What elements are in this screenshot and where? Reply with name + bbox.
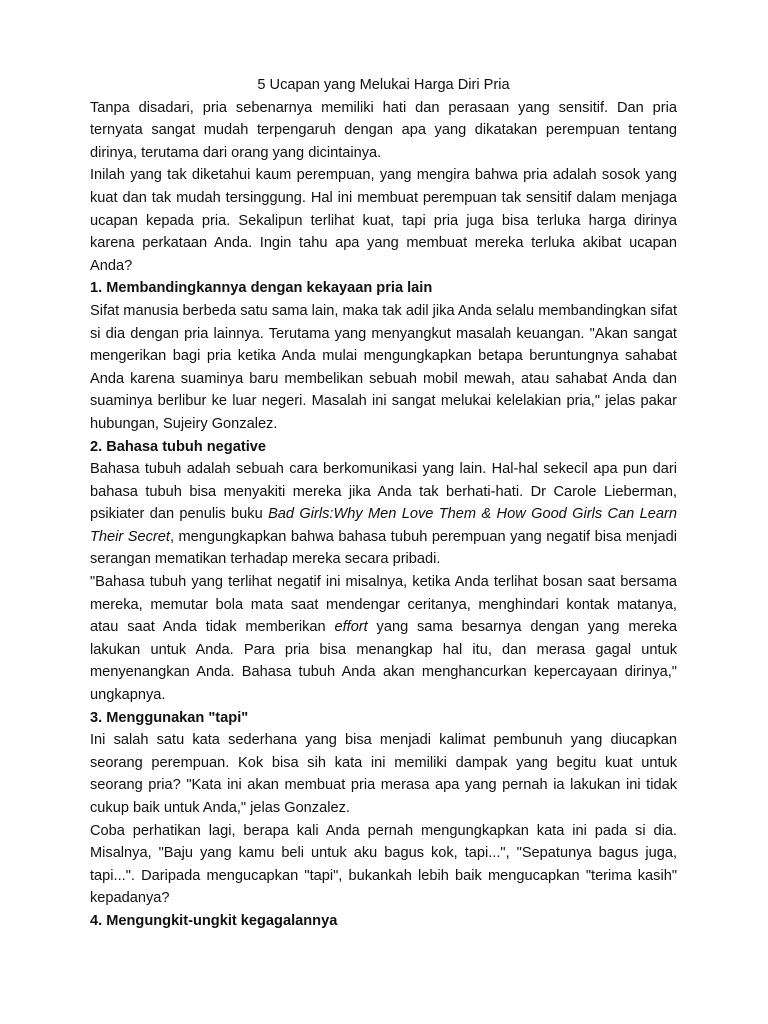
book-title: Bad Girls:Why Men Love Them & How Good Girls Can Learn Their Secret	[90, 506, 677, 545]
section-2-p1-text-b: , mengungkapkan bahwa bahasa tubuh perempuan yang negatif bisa menjadi serangan mematikan terhadap mereka secara pribadi.	[90, 528, 677, 568]
section-2-heading: 2. Bahasa tubuh negative	[90, 438, 266, 455]
section-2-paragraph-1	[90, 458, 677, 571]
intro-paragraph-1: Tanpa disadari, pria sebenarnya memiliki hati dan perasaan yang sensitif. Dan pria ternyata sangat mudah terpengaruh dengan apa yang dikatakan perempuan tentang dirinya, terutama dari orang yang dicintainya.	[90, 99, 677, 161]
section-3-paragraph-2: Coba perhatikan lagi, berapa kali Anda pernah mengungkapkan kata ini pada si dia. Misalnya, "Baju yang kamu beli untuk aku bagus kok, tapi...", "Sepatunya bagus juga, tapi...". Daripada mengucapkan "tapi", bukankah lebih baik mengucapkan "terima kasih" kepadanya?	[90, 822, 677, 907]
document-title: 5 Ucapan yang Melukai Harga Diri Pria	[257, 77, 510, 93]
section-4-heading: 4. Mengungkit-ungkit kegagalannya	[90, 912, 338, 929]
section-2-p2-text-a: "Bahasa tubuh yang terlihat negatif ini misalnya, ketika Anda terlihat bosan saat bersama mereka, memutar bola mata saat mendengar ceritanya, menghindari kontak matanya, atau saat Anda tidak memberikan	[90, 574, 677, 636]
intro-paragraph-2: Inilah yang tak diketahui kaum perempuan, yang mengira bahwa pria adalah sosok yang kuat dan tak mudah tersinggung. Hal ini membuat perempuan tak sensitif dalam menjaga ucapan kepada pria. Sekalipun terlihat kuat, tapi pria juga bisa terluka harga dirinya karena perkataan Anda. Ingin tahu apa yang membuat mereka terluka akibat ucapan Anda?	[90, 167, 677, 274]
section-1-paragraph-1: Sifat manusia berbeda satu sama lain, maka tak adil jika Anda selalu membandingkan sifat si dia dengan pria lainnya. Terutama yang menyangkut masalah keuangan. "Akan sangat mengerikan bagi pria ketika Anda mulai mengungkapkan betapa beruntungnya sahabat Anda karena suaminya baru membelikan sebuah mobil mewah, atau sahabat Anda dan suaminya berlibur ke luar negeri. Masalah ini sangat melukai kelelakian pria," jelas pakar hubungan, Sujeiry Gonzalez.	[90, 302, 677, 432]
section-3-heading: 3. Menggunakan "tapi"	[90, 709, 249, 726]
section-2-p2-text-b: yang sama besarnya dengan yang mereka lakukan untuk Anda. Para pria bisa menangkap hal itu, dan merasa gagal untuk menyenangkan Anda. Bahasa tubuh Anda akan menghancurkan kepercayaan dirinya," ungkapnya.	[90, 619, 677, 704]
section-1-heading: 1. Membandingkannya dengan kekayaan pria lain	[90, 280, 433, 297]
effort-word: effort	[334, 619, 368, 636]
section-3-paragraph-1: Ini salah satu kata sederhana yang bisa menjadi kalimat pembunuh yang diucapkan seorang perempuan. Kok bisa sih kata ini memiliki dampak yang begitu kuat untuk seorang pria? "Kata ini akan membuat pria merasa apa yang pernah ia lakukan ini tidak cukup baik untuk Anda," jelas Gonzalez.	[90, 732, 677, 816]
section-2-paragraph-2	[90, 571, 677, 707]
section-2-p1-text-a: Bahasa tubuh adalah sebuah cara berkomunikasi yang lain. Hal-hal sekecil apa pun dari bahasa tubuh bisa menyakiti mereka jika Anda tak berhati-hati. Dr Carole Lieberman, psikiater dan penulis buku	[90, 461, 677, 523]
document-page	[90, 74, 677, 933]
